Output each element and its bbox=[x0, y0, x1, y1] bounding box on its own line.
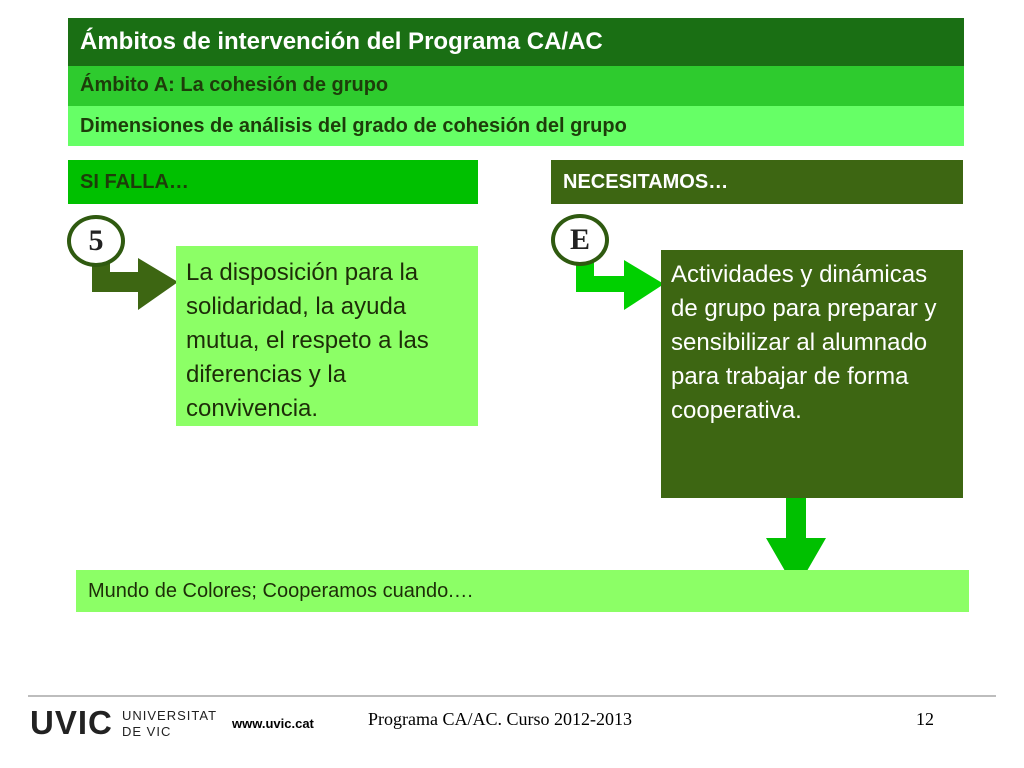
solution-description: Actividades y dinámicas de grupo para preparar y sensibilizar al alumnado para trabajar de forma cooperativa. bbox=[661, 250, 963, 498]
logo-line2: DE VIC bbox=[122, 724, 172, 739]
step-number-badge: 5 bbox=[67, 215, 125, 267]
footer-divider bbox=[28, 695, 996, 697]
si-falla-label: SI FALLA… bbox=[68, 160, 478, 204]
page-title: Ámbitos de intervención del Programa CA/AC bbox=[68, 18, 964, 70]
page-number: 12 bbox=[916, 709, 934, 729]
logo-line1: UNIVERSITAT bbox=[122, 708, 218, 723]
necesitamos-label: NECESITAMOS… bbox=[551, 160, 963, 204]
problem-description: La disposición para la solidaridad, la ayuda mutua, el respeto a las diferencias y la convivencia. bbox=[176, 246, 478, 426]
page-subtitle: Ámbito A: La cohesión de grupo bbox=[68, 66, 964, 106]
website-link[interactable]: www.uvic.cat bbox=[232, 716, 314, 731]
activities-result: Mundo de Colores; Cooperamos cuando.… bbox=[76, 570, 969, 612]
dimension-heading: Dimensiones de análisis del grado de cohesión del grupo bbox=[68, 106, 964, 146]
uvic-logo bbox=[30, 705, 220, 741]
logo-main: UVIC bbox=[30, 704, 113, 741]
step-letter-badge: E bbox=[551, 214, 609, 266]
course-footer: Programa CA/AC. Curso 2012-2013 bbox=[368, 709, 632, 729]
